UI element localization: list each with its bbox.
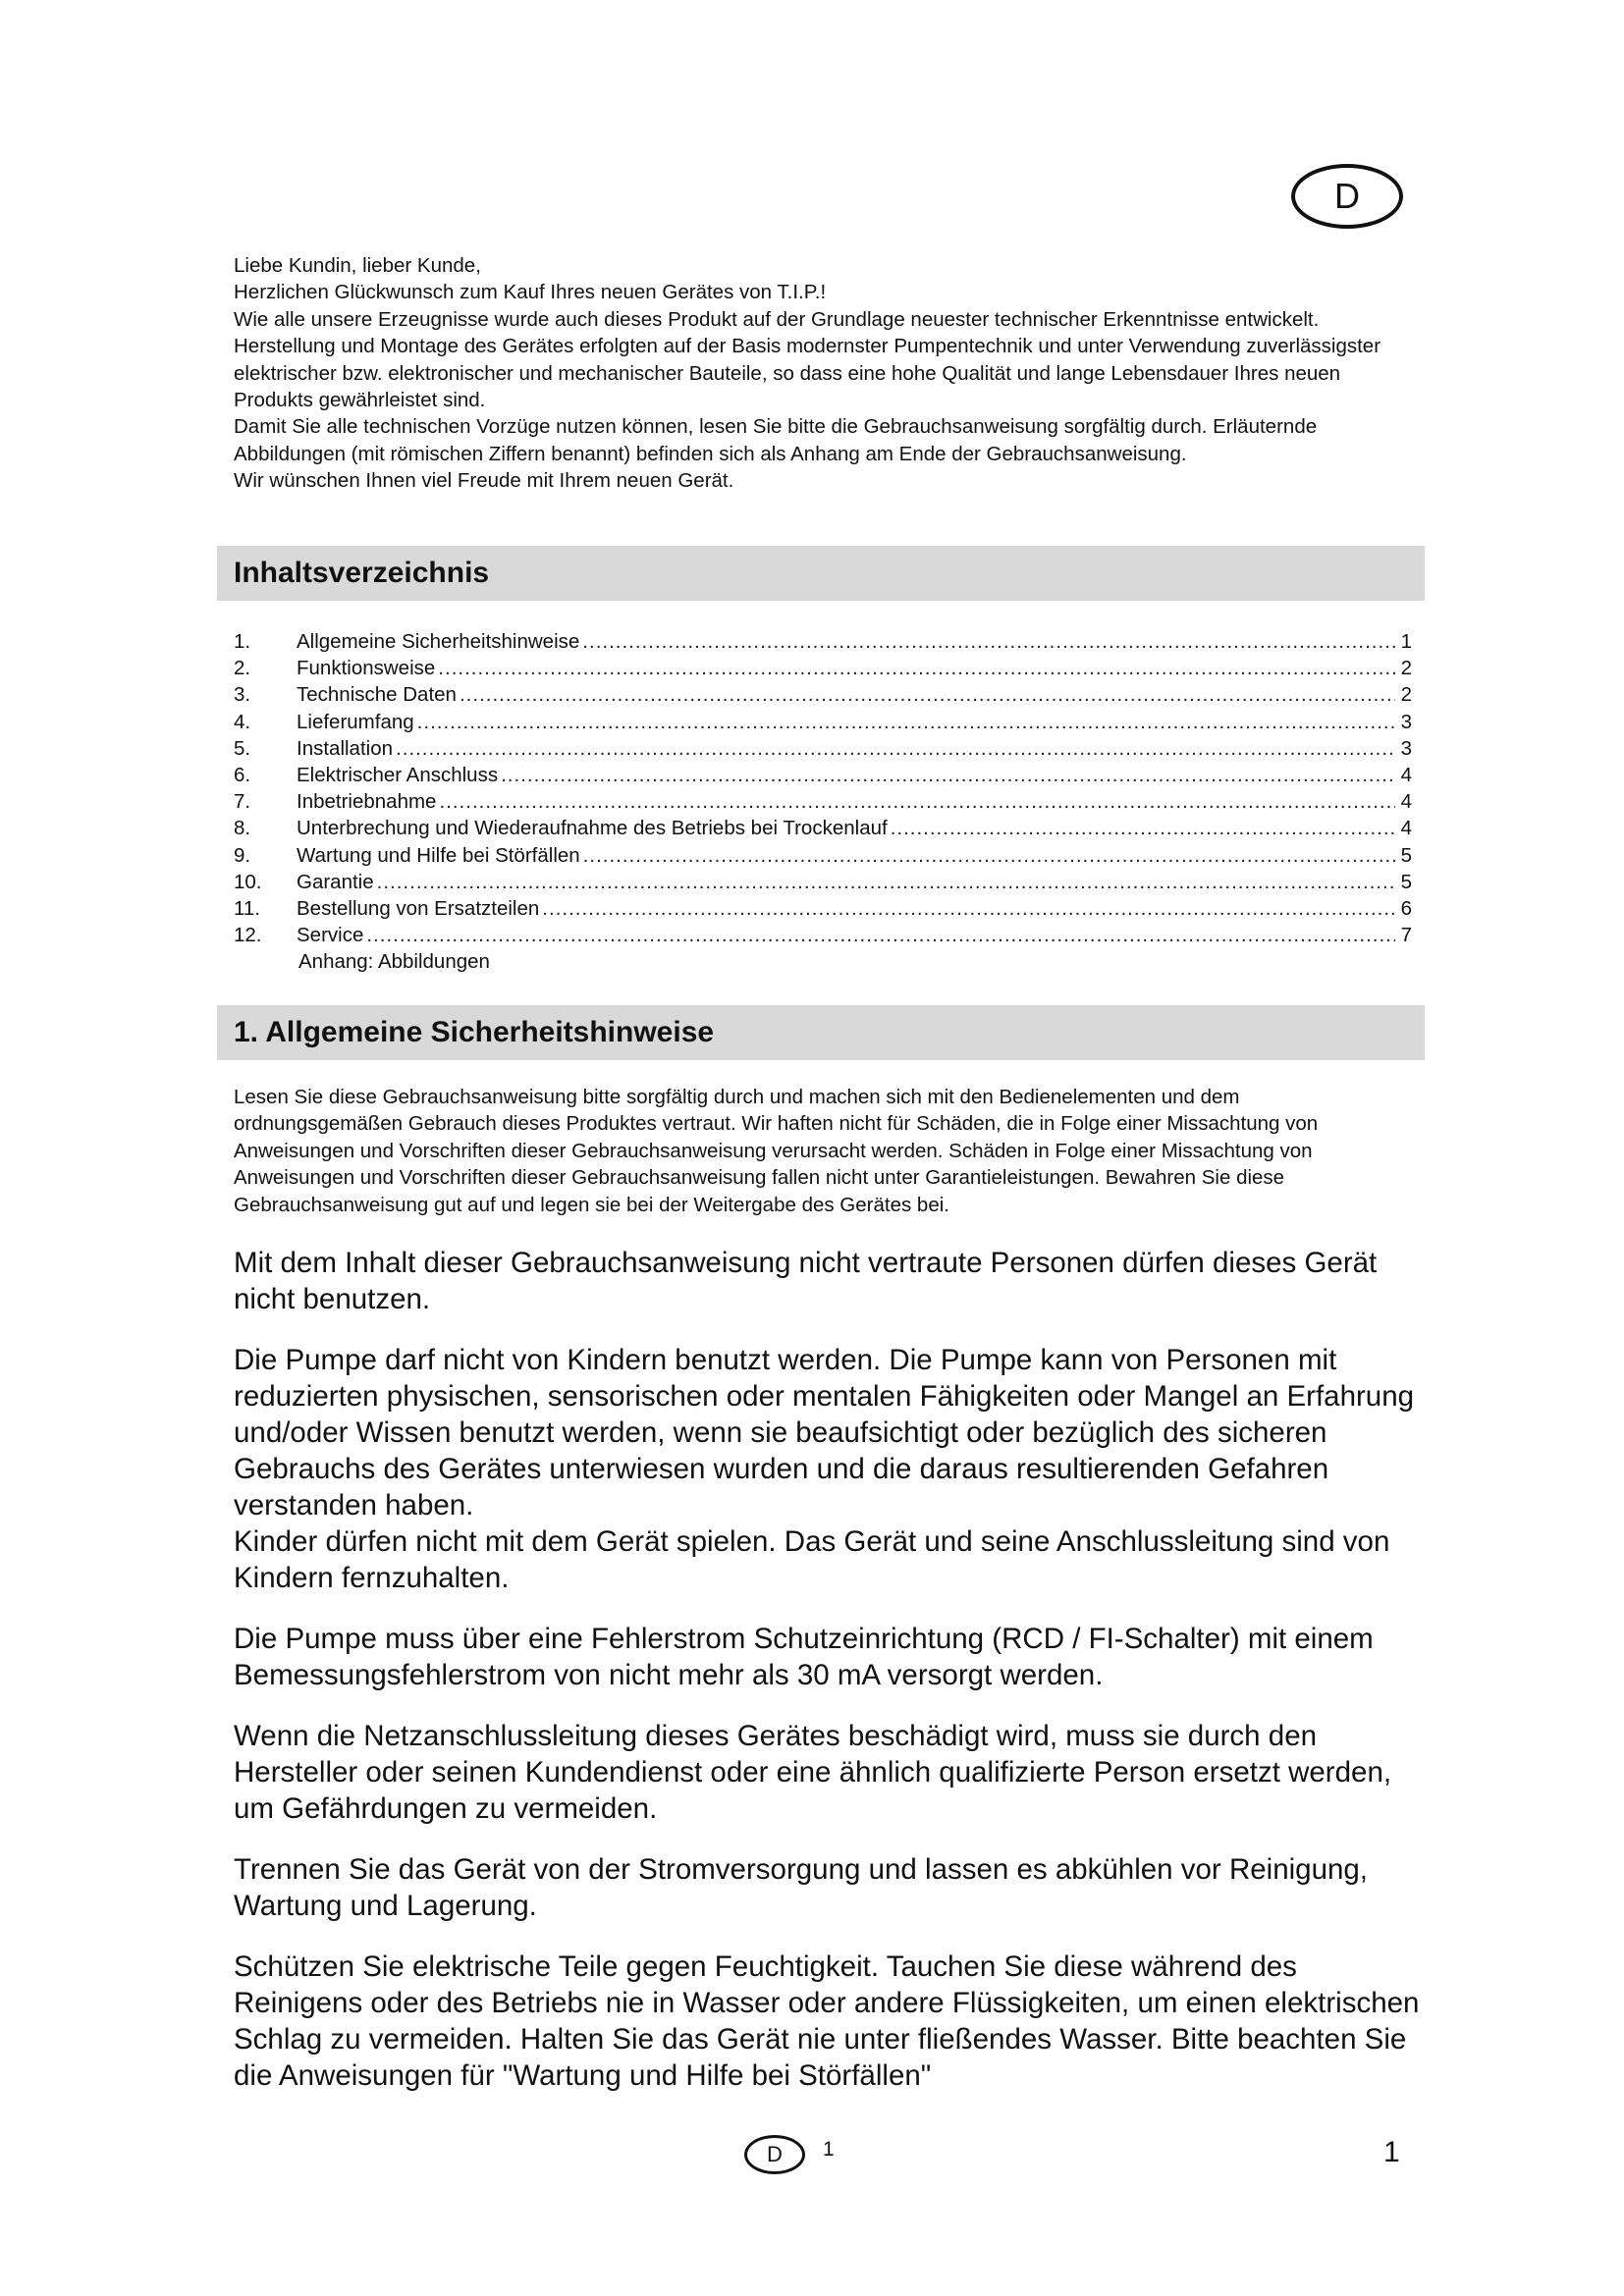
toc-item-number: 2. (234, 657, 251, 680)
toc-item-page: 4 (1400, 817, 1412, 840)
toc-leader-dots (366, 922, 1395, 948)
toc-leader-dots (582, 628, 1395, 655)
language-badge: D (1291, 164, 1403, 229)
warning-paragraph: Wenn die Netzanschlussleitung dieses Gerätes beschädigt wird, muss sie durch den Hersteller oder seinen Kundendienst oder eine ähnlich qualifizierte Person ersetzt werden, um Gefährdungen zu vermeiden. (234, 1720, 1392, 1825)
intro-closing: Wir wünschen Ihnen viel Freude mit Ihrem neuen Gerät. (234, 469, 734, 493)
toc-item-number: 11. (234, 896, 260, 920)
toc-item[interactable] (234, 628, 1412, 655)
toc-item[interactable] (234, 681, 1412, 708)
toc-item-page: 4 (1400, 790, 1412, 814)
toc-item[interactable] (234, 655, 1412, 681)
intro-read-instructions: Damit Sie alle technischen Vorzüge nutzen können, lesen Sie bitte die Gebrauchsanweisung sorgfältig durch. Erläuternde Abbildungen (mit römischen Ziffern benannt) befinden sich als Anhang am Ende der Gebrauchsanweisung. (234, 415, 1318, 465)
toc-item-label: Allgemeine Sicherheitshinweise (297, 630, 580, 653)
warning-paragraph: Mit dem Inhalt dieser Gebrauchsanweisung nicht vertraute Personen dürfen dieses Gerät nicht benutzen. (234, 1247, 1378, 1315)
toc-leader-dots (460, 681, 1395, 708)
warning-paragraph: Die Pumpe darf nicht von Kindern benutzt werden. Die Pumpe kann von Personen mit reduzierten physischen, sensorischen oder mentalen Fähigkeiten oder Mangel an Erfahrung und/oder Wissen benutzt werden, wenn sie beaufsichtigt oder bezüglich des sicheren Gebrauchs des Gerätes unterwiesen wurden und die daraus resultierenden Gefahren verstanden haben. (234, 1344, 1415, 1522)
toc-item[interactable] (234, 735, 1412, 762)
toc-item[interactable] (234, 869, 1412, 895)
toc-item-page: 3 (1400, 710, 1412, 733)
toc-item-label: Wartung und Hilfe bei Störfällen (297, 843, 580, 867)
toc-item[interactable] (234, 842, 1412, 869)
toc-heading: Inhaltsverzeichnis (217, 546, 1425, 601)
toc-item-page: 7 (1400, 924, 1412, 947)
toc-item-number: 10. (234, 870, 262, 893)
toc-appendix[interactable] (234, 948, 1412, 975)
toc-item-label: Elektrischer Anschluss (297, 763, 499, 786)
toc-item[interactable] (234, 815, 1412, 841)
toc-leader-dots (417, 709, 1395, 735)
toc-item-label: Technische Daten (297, 683, 457, 707)
footer-badge-page: 1 (823, 2138, 835, 2161)
toc-item-page: 6 (1400, 896, 1412, 920)
toc-item-page: 4 (1400, 763, 1412, 786)
toc-leader-dots (583, 842, 1395, 869)
toc-item-number: 5. (234, 736, 251, 760)
warning-paragraph: Die Pumpe muss über eine Fehlerstrom Schutzeinrichtung (RCD / FI-Schalter) mit einem Bemessungsfehlerstrom von nicht mehr als 30 mA versorgt werden. (234, 1623, 1374, 1691)
toc-item-page: 5 (1400, 870, 1412, 893)
toc-leader-dots (438, 655, 1395, 681)
toc-item-number: 1. (234, 630, 251, 653)
section-1-warnings (234, 1245, 1422, 2118)
warning-paragraph: Trennen Sie das Gerät von der Stromversorgung und lassen es abkühlen vor Reinigung, Wartung und Lagerung. (234, 1853, 1368, 1922)
section-1-heading: 1. Allgemeine Sicherheitshinweise (217, 1005, 1425, 1060)
toc-item-label: Inbetriebnahme (297, 790, 437, 814)
toc-item-page: 2 (1400, 657, 1412, 680)
toc-item-number: 9. (234, 843, 251, 867)
intro-congratulation: Herzlichen Glückwunsch zum Kauf Ihres neuen Gerätes von T.I.P.! (234, 281, 827, 304)
toc-item-page: 2 (1400, 683, 1412, 707)
toc-item-number: 8. (234, 817, 251, 840)
toc-item[interactable] (234, 709, 1412, 735)
toc-item-page: 5 (1400, 843, 1412, 867)
toc-item-number: 12. (234, 924, 262, 947)
toc-item-label: Installation (297, 736, 394, 760)
table-of-contents (234, 628, 1412, 975)
toc-leader-dots (501, 762, 1395, 788)
toc-appendix-label: Anhang: Abbildungen (298, 950, 490, 974)
toc-item-label: Funktionsweise (297, 657, 436, 680)
toc-item-number: 4. (234, 710, 251, 733)
toc-item[interactable] (234, 788, 1412, 815)
toc-item[interactable] (234, 922, 1412, 948)
toc-item-page: 3 (1400, 736, 1412, 760)
section-1-intro-text: Lesen Sie diese Gebrauchsanweisung bitte sorgfältig durch und machen sich mit den Bedienelementen und dem ordnungsgemäßen Gebrauch dieses Produktes vertraut. Wir haften nicht für Schäden, die in Folge einer Missachtung von Anweisungen und Vorschriften dieser Gebrauchsanweisung verursacht werden. Schäden in Folge einer Missachtung von Anweisungen und Vorschriften dieser Gebrauchsanweisung fallen nicht unter Garantieleistungen. Bewahren Sie diese Gebrauchsanweisung gut auf und legen sie bei der Weitergabe des Gerätes bei. (234, 1086, 1319, 1216)
warning-paragraph: Schützen Sie elektrische Teile gegen Feuchtigkeit. Tauchen Sie diese während des Reinigens oder des Betriebs nie in Wasser oder andere Flüssigkeiten, um einen elektrischen Schlag zu vermeiden. Halten Sie das Gerät nie unter fließendes Wasser. Bitte beachten Sie die Anweisungen für "Wartung und Hilfe bei Störfällen" (234, 1950, 1420, 2092)
toc-item-label: Lieferumfang (297, 710, 414, 733)
section-1-intro (234, 1084, 1412, 1218)
toc-leader-dots (396, 735, 1395, 762)
toc-item-label: Garantie (297, 870, 374, 893)
toc-item-label: Bestellung von Ersatzteilen (297, 896, 540, 920)
toc-item-number: 7. (234, 790, 251, 814)
footer-language-badge: D (744, 2135, 805, 2174)
toc-item-label: Unterbrechung und Wiederaufnahme des Betriebs bei Trockenlauf (297, 817, 888, 840)
intro-greeting: Liebe Kundin, lieber Kunde, (234, 254, 481, 277)
intro-text (234, 252, 1412, 495)
toc-item-number: 3. (234, 683, 251, 707)
toc-item[interactable] (234, 762, 1412, 788)
toc-item[interactable] (234, 895, 1412, 922)
toc-leader-dots (542, 895, 1395, 922)
warning-paragraph: Kinder dürfen nicht mit dem Gerät spielen. Das Gerät und seine Anschlussleitung sind von Kindern fernzuhalten. (234, 1525, 1390, 1594)
toc-leader-dots (891, 815, 1395, 841)
toc-item-page: 1 (1400, 630, 1412, 653)
toc-item-label: Service (297, 924, 364, 947)
toc-leader-dots (439, 788, 1395, 815)
intro-product-description: Wie alle unsere Erzeugnisse wurde auch dieses Produkt auf der Grundlage neuester technischer Erkenntnisse entwickelt. Herstellung und Montage des Gerätes erfolgten auf der Basis modernster Pumpentechnik und unter Verwendung zuverlässigster elektrischer bzw. elektronischer und mechanischer Bauteile, so dass eine hohe Qualität und lange Lebensdauer Ihres neuen Produkts gewährleistet sind. (234, 307, 1381, 412)
toc-leader-dots (377, 869, 1395, 895)
toc-item-number: 6. (234, 763, 251, 786)
page-number: 1 (1383, 2136, 1400, 2168)
